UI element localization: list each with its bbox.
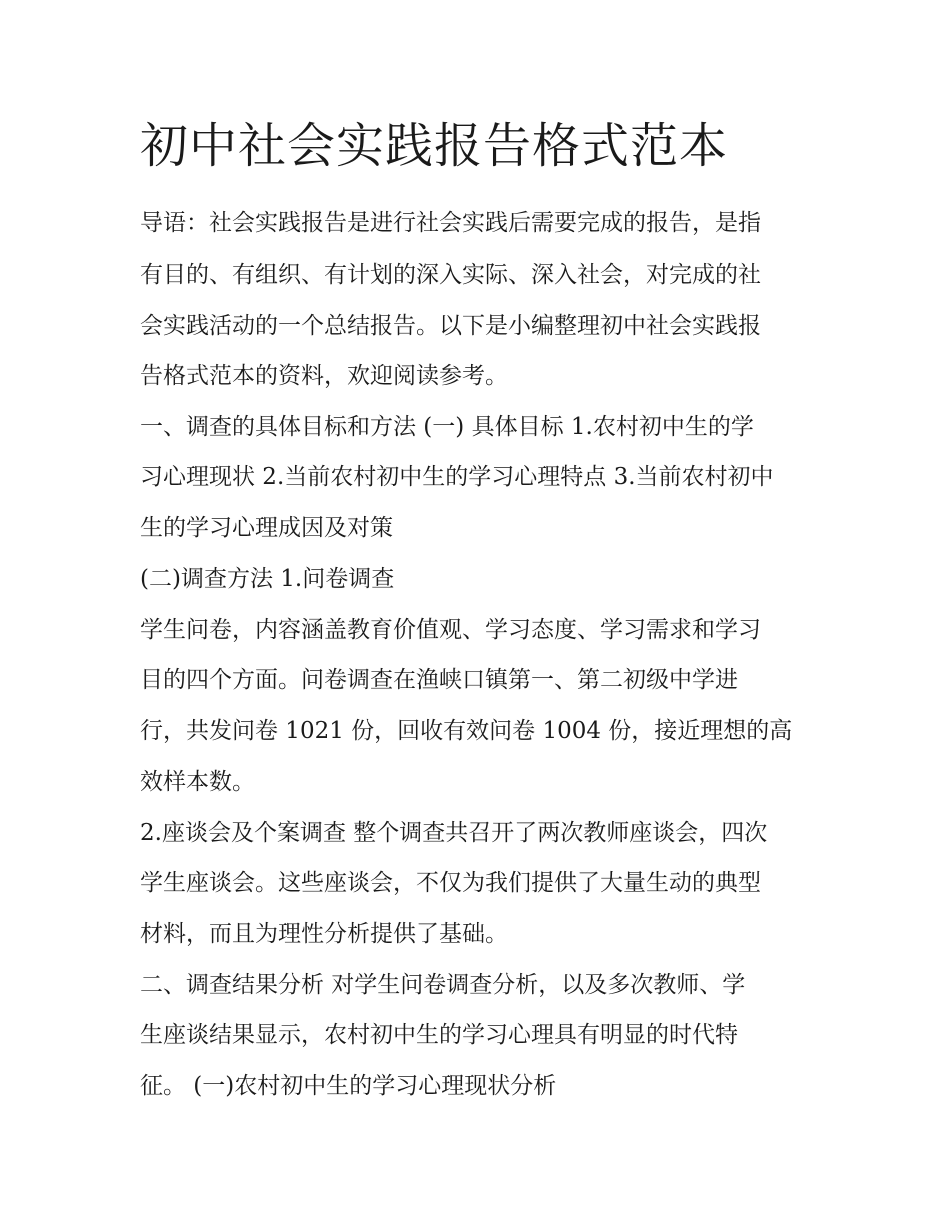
document-title: 初中社会实践报告格式范本 <box>140 118 729 174</box>
paragraph-line: 生的学习心理成因及对策 <box>140 515 393 541</box>
paragraph-line: 一、调查的具体目标和方法 (一) 具体目标 1.农村初中生的学 <box>140 414 754 440</box>
paragraph-line: 会实践活动的一个总结报告。以下是小编整理初中社会实践报 <box>140 313 761 339</box>
paragraph-line: 行，共发问卷 1021 份，回收有效问卷 1004 份，接近理想的高 <box>140 718 793 744</box>
paragraph-line: 征。 (一)农村初中生的学习心理现状分析 <box>140 1073 557 1099</box>
paragraph-line: 习心理现状 2.当前农村初中生的学习心理特点 3.当前农村初中 <box>140 464 774 490</box>
paragraph-line: 学生座谈会。这些座谈会，不仅为我们提供了大量生动的典型 <box>140 870 761 896</box>
paragraph-line: 目的四个方面。问卷调查在渔峡口镇第一、第二初级中学进 <box>140 667 738 693</box>
paragraph-line: 生座谈结果显示，农村初中生的学习心理具有明显的时代特 <box>140 1022 738 1048</box>
paragraph-line: 材料，而且为理性分析提供了基础。 <box>140 921 508 947</box>
paragraph-line: 告格式范本的资料，欢迎阅读参考。 <box>140 363 508 389</box>
paragraph-line: 效样本数。 <box>140 769 255 795</box>
paragraph-line: (二)调查方法 1.问卷调查 <box>140 566 395 592</box>
paragraph-line: 学生问卷，内容涵盖教育价值观、学习态度、学习需求和学习 <box>140 617 761 643</box>
paragraph-line: 2.座谈会及个案调查 整个调查共召开了两次教师座谈会，四次 <box>140 820 768 846</box>
paragraph-line: 二、调查结果分析 对学生问卷调查分析，以及多次教师、学 <box>140 972 746 998</box>
paragraph-line: 导语：社会实践报告是进行社会实践后需要完成的报告，是指 <box>140 210 761 236</box>
paragraph-line: 有目的、有组织、有计划的深入实际、深入社会，对完成的社 <box>140 262 761 288</box>
